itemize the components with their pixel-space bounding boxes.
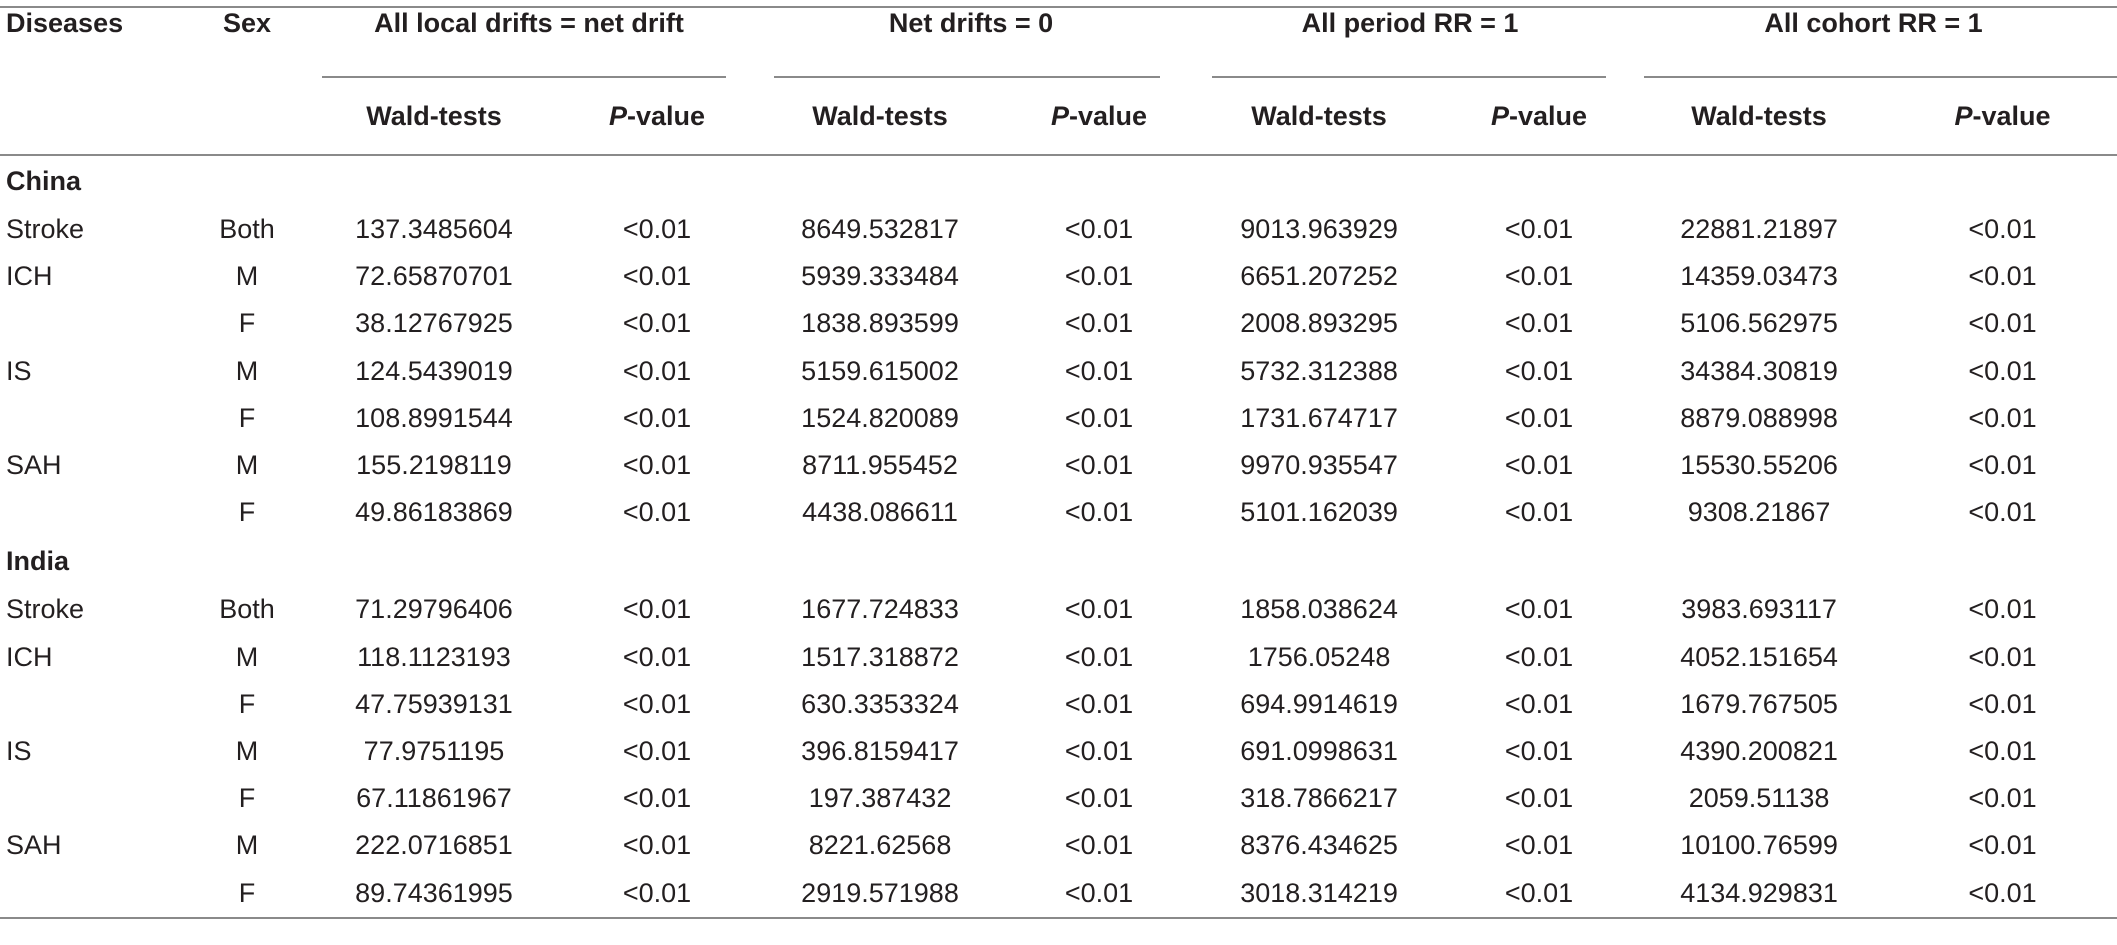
p-value-cell: <0.01	[622, 355, 692, 386]
header-row-subcolumns	[0, 78, 2117, 155]
sex-cell: F	[238, 497, 256, 528]
p-value-cell: <0.01	[1504, 877, 1574, 908]
p-value-cell: <0.01	[1968, 641, 2037, 672]
table-row	[0, 206, 2117, 253]
table-row	[0, 728, 2117, 775]
p-value-header: P-value	[1050, 100, 1148, 131]
p-value-cell: <0.01	[1968, 594, 2037, 625]
table-row	[0, 253, 2117, 300]
wald-value-cell: 72.65870701	[355, 261, 513, 292]
wald-value-cell: 89.74361995	[355, 877, 513, 908]
diseases-header: Diseases	[6, 8, 124, 38]
p-value-cell: <0.01	[1064, 830, 1134, 861]
p-value-cell: <0.01	[1504, 830, 1574, 861]
disease-cell: ICH	[6, 641, 53, 672]
wald-value-cell: 3018.314219	[1240, 877, 1398, 908]
p-value-cell: <0.01	[622, 261, 692, 292]
sex-cell: Both	[219, 594, 275, 625]
p-value-cell: <0.01	[1504, 594, 1574, 625]
wald-value-cell: 71.29796406	[355, 594, 513, 625]
wald-value-cell: 318.7866217	[1240, 783, 1398, 814]
p-value-cell: <0.01	[622, 308, 692, 339]
table-row	[0, 869, 2117, 917]
p-value-cell: <0.01	[1504, 688, 1574, 719]
group-header-net-drifts	[752, 7, 1190, 78]
wald-value-cell: 396.8159417	[801, 735, 959, 766]
wald-value-cell: 4438.086611	[802, 497, 958, 528]
wald-value-cell: 47.75939131	[355, 688, 513, 719]
wald-value-cell: 4390.200821	[1680, 735, 1838, 766]
group-label: All cohort RR = 1	[1764, 8, 1983, 38]
wald-value-cell: 108.8991544	[355, 402, 513, 433]
wald-tests-header: Wald-tests	[812, 100, 948, 131]
wald-value-cell: 22881.21897	[1680, 214, 1838, 245]
wald-value-cell: 5101.162039	[1240, 497, 1398, 528]
wald-value-cell: 1517.318872	[801, 641, 959, 672]
wald-value-cell: 1858.038624	[1240, 594, 1398, 625]
sex-cell: F	[238, 877, 256, 908]
p-value-cell: <0.01	[1064, 641, 1134, 672]
p-value-cell: <0.01	[1504, 214, 1574, 245]
p-value-cell: <0.01	[1968, 688, 2037, 719]
wald-value-cell: 5159.615002	[801, 355, 959, 386]
wald-value-cell: 1756.05248	[1247, 641, 1391, 672]
p-value-cell: <0.01	[1968, 214, 2037, 245]
wald-value-cell: 222.0716851	[355, 830, 513, 861]
wald-value-cell: 691.0998631	[1240, 735, 1398, 766]
p-value-cell: <0.01	[1968, 497, 2037, 528]
table-row	[0, 348, 2117, 395]
sex-cell: M	[235, 261, 259, 292]
wald-value-cell: 8376.434625	[1240, 830, 1398, 861]
sex-cell: F	[238, 783, 256, 814]
table-row	[0, 395, 2117, 442]
wald-value-cell: 15530.55206	[1680, 450, 1838, 481]
wald-value-cell: 5939.333484	[801, 261, 959, 292]
group-header-period-rr	[1190, 7, 1630, 78]
p-value-cell: <0.01	[622, 450, 692, 481]
disease-cell	[0, 681, 188, 728]
p-value-cell: <0.01	[1064, 688, 1134, 719]
wald-value-cell: 1677.724833	[801, 594, 959, 625]
sex-cell: F	[238, 308, 256, 339]
disease-cell: IS	[6, 355, 32, 386]
p-value-cell: <0.01	[1064, 402, 1134, 433]
p-value-header: P-value	[608, 100, 706, 131]
wald-value-cell: 197.387432	[808, 783, 952, 814]
group-header-local-drifts	[306, 7, 752, 78]
table-row	[0, 489, 2117, 536]
sex-cell: F	[238, 688, 256, 719]
wald-value-cell: 1679.767505	[1680, 688, 1838, 719]
table-row	[0, 586, 2117, 633]
p-value-cell: <0.01	[1064, 594, 1134, 625]
section-row	[0, 155, 2117, 206]
p-value-cell: <0.01	[622, 783, 692, 814]
wald-value-cell: 137.3485604	[355, 214, 513, 245]
p-value-cell: <0.01	[1504, 783, 1574, 814]
p-value-cell: <0.01	[1968, 355, 2037, 386]
p-value-cell: <0.01	[1064, 261, 1134, 292]
p-value-cell: <0.01	[1504, 497, 1574, 528]
p-value-cell: <0.01	[1504, 450, 1574, 481]
wald-value-cell: 124.5439019	[355, 355, 513, 386]
wald-value-cell: 2059.51138	[1688, 783, 1830, 814]
table-body	[0, 155, 2117, 918]
p-value-cell: <0.01	[1064, 497, 1134, 528]
p-value-cell: <0.01	[622, 688, 692, 719]
group-header-cohort-rr	[1630, 7, 2117, 78]
disease-cell	[0, 300, 188, 347]
p-value-cell: <0.01	[1504, 735, 1574, 766]
wald-value-cell: 6651.207252	[1240, 261, 1398, 292]
p-value-cell: <0.01	[1064, 450, 1134, 481]
p-value-header: P-value	[1491, 100, 1588, 131]
p-value-cell: <0.01	[1968, 783, 2037, 814]
section-row	[0, 536, 2117, 586]
wald-value-cell: 9308.21867	[1687, 497, 1831, 528]
wald-value-cell: 14359.03473	[1680, 261, 1838, 292]
disease-cell: Stroke	[6, 594, 85, 625]
wald-value-cell: 1524.820089	[801, 402, 959, 433]
p-value-cell: <0.01	[622, 877, 692, 908]
group-label: Net drifts = 0	[888, 8, 1054, 38]
table-row	[0, 681, 2117, 728]
disease-cell: SAH	[6, 450, 62, 481]
group-label: All period RR = 1	[1301, 8, 1519, 38]
wald-value-cell: 2919.571988	[801, 877, 959, 908]
wald-value-cell: 10100.76599	[1680, 830, 1838, 861]
p-value-cell: <0.01	[622, 830, 692, 861]
wald-value-cell: 155.2198119	[356, 450, 512, 481]
p-value-cell: <0.01	[1064, 214, 1134, 245]
disease-cell	[0, 395, 188, 442]
disease-cell: SAH	[6, 830, 62, 861]
wald-value-cell: 8649.532817	[801, 214, 959, 245]
wald-value-cell: 5106.562975	[1680, 308, 1838, 339]
p-value-cell: <0.01	[1968, 308, 2037, 339]
p-value-cell: <0.01	[622, 641, 692, 672]
wald-value-cell: 3983.693117	[1681, 594, 1837, 625]
p-value-cell: <0.01	[1504, 355, 1574, 386]
p-value-cell: <0.01	[622, 214, 692, 245]
p-value-cell: <0.01	[622, 402, 692, 433]
wald-value-cell: 4134.929831	[1680, 877, 1838, 908]
sex-header: Sex	[222, 8, 272, 38]
disease-cell	[0, 775, 188, 822]
p-value-cell: <0.01	[1968, 877, 2037, 908]
sex-cell: M	[235, 355, 259, 386]
p-value-cell: <0.01	[1968, 450, 2037, 481]
sex-cell: M	[235, 830, 259, 861]
disease-cell	[0, 869, 188, 917]
disease-cell: IS	[6, 735, 32, 766]
wald-value-cell: 118.1123193	[357, 641, 511, 672]
wald-value-cell: 38.12767925	[355, 308, 513, 339]
p-value-cell: <0.01	[1064, 877, 1134, 908]
p-value-cell: <0.01	[1968, 261, 2037, 292]
wald-value-cell: 8221.62568	[808, 830, 952, 861]
p-value-cell: <0.01	[1968, 402, 2037, 433]
p-value-cell: <0.01	[1064, 783, 1134, 814]
wald-value-cell: 34384.30819	[1680, 355, 1838, 386]
table-row	[0, 442, 2117, 489]
p-value-cell: <0.01	[1504, 402, 1574, 433]
wald-test-table	[0, 6, 2117, 919]
wald-value-cell: 630.3353324	[801, 688, 959, 719]
wald-value-cell: 8879.088998	[1680, 402, 1838, 433]
sex-cell: Both	[219, 214, 275, 245]
wald-value-cell: 2008.893295	[1240, 308, 1398, 339]
wald-value-cell: 1731.674717	[1240, 402, 1398, 433]
table-row	[0, 634, 2117, 681]
sex-cell: M	[235, 450, 259, 481]
wald-value-cell: 8711.955452	[802, 450, 958, 481]
table-row	[0, 775, 2117, 822]
p-value-cell: <0.01	[1504, 641, 1574, 672]
p-value-cell: <0.01	[1968, 830, 2037, 861]
p-value-cell: <0.01	[622, 594, 692, 625]
wald-value-cell: 5732.312388	[1240, 355, 1398, 386]
table-row	[0, 822, 2117, 869]
wald-value-cell: 77.9751195	[363, 735, 505, 766]
sex-cell: M	[235, 641, 259, 672]
header-row-groups	[0, 7, 2117, 78]
wald-tests-header: Wald-tests	[1691, 100, 1827, 131]
group-label: All local drifts = net drift	[374, 8, 684, 38]
p-value-cell: <0.01	[1504, 261, 1574, 292]
wald-tests-header: Wald-tests	[366, 100, 502, 131]
wald-value-cell: 4052.151654	[1680, 641, 1838, 672]
wald-value-cell: 67.11861967	[356, 783, 512, 814]
wald-tests-header: Wald-tests	[1251, 100, 1387, 131]
p-value-cell: <0.01	[622, 735, 692, 766]
p-value-cell: <0.01	[1064, 355, 1134, 386]
section-title: China	[6, 165, 82, 196]
disease-cell: Stroke	[6, 214, 85, 245]
disease-cell: ICH	[6, 261, 53, 292]
p-value-cell: <0.01	[1504, 308, 1574, 339]
p-value-cell: <0.01	[1064, 735, 1134, 766]
table-row	[0, 300, 2117, 347]
wald-value-cell: 9970.935547	[1240, 450, 1398, 481]
sex-cell: F	[238, 402, 256, 433]
wald-value-cell: 1838.893599	[801, 308, 959, 339]
sex-cell: M	[235, 735, 259, 766]
wald-value-cell: 9013.963929	[1240, 214, 1398, 245]
wald-value-cell: 694.9914619	[1240, 688, 1398, 719]
section-title: India	[6, 545, 70, 576]
p-value-cell: <0.01	[1968, 735, 2037, 766]
wald-value-cell: 49.86183869	[355, 497, 513, 528]
p-value-cell: <0.01	[622, 497, 692, 528]
p-value-cell: <0.01	[1064, 308, 1134, 339]
p-value-header: P-value	[1954, 100, 2051, 131]
disease-cell	[0, 489, 188, 536]
